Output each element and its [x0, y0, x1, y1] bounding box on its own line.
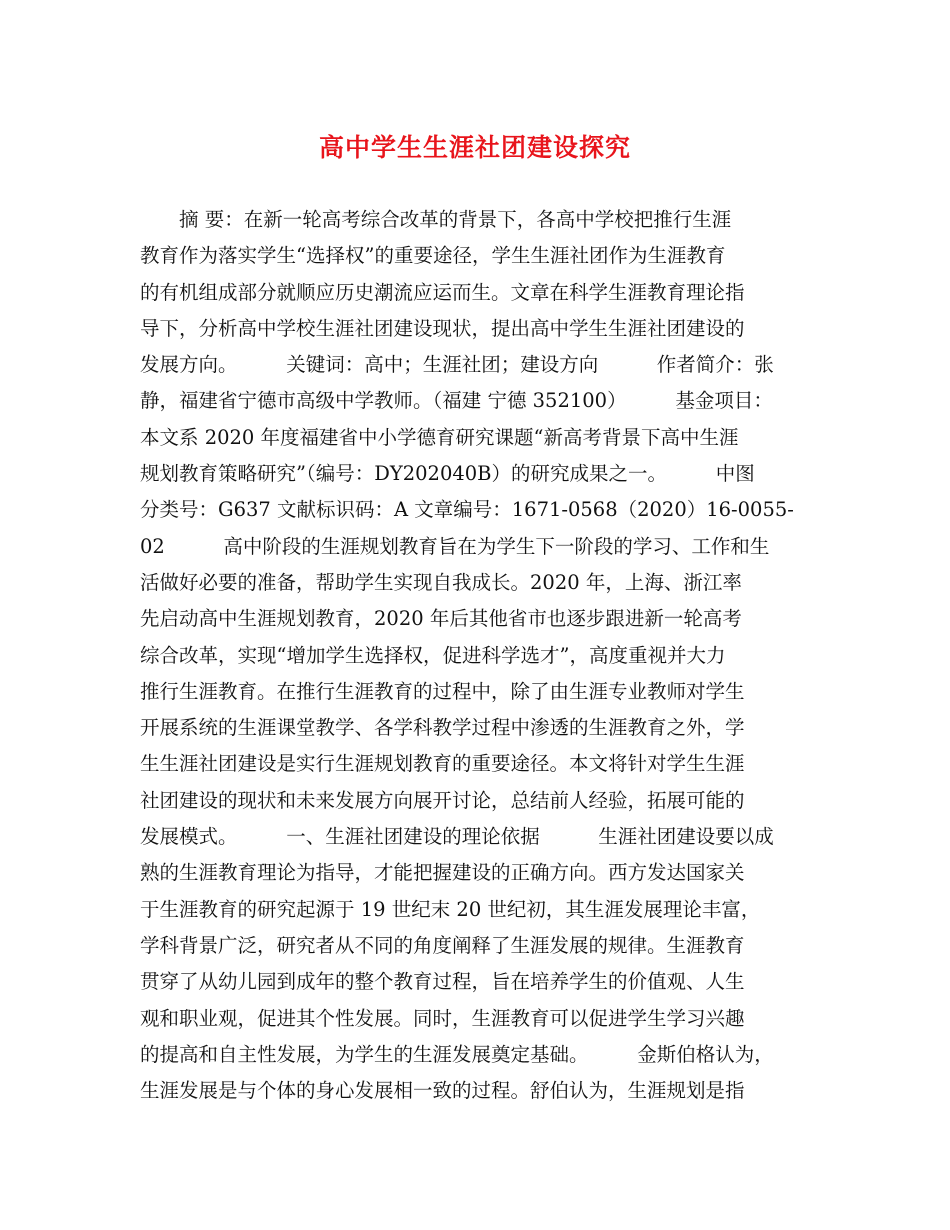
body-line: 观和职业观，促进其个性发展。同时，生涯教育可以促进学生学习兴趣 — [140, 1006, 745, 1030]
body-line: 规划教育策略研究”（编号：DY202040B）的研究成果之一。 中图 — [140, 462, 755, 486]
body-line: 先启动高中生涯规划教育，2020 年后其他省市也逐步跟进新一轮高考 — [140, 607, 742, 631]
body-line: 静，福建省宁德市高级中学教师。（福建 宁德 352100） 基金项目： — [140, 389, 773, 413]
body-line: 摘 要：在新一轮高考综合改革的背景下，各高中学校把推行生涯 — [140, 208, 732, 231]
body-line: 本文系 2020 年度福建省中小学德育研究课题“新高考背景下高中生涯 — [140, 425, 739, 449]
body-line: 开展系统的生涯课堂教学、各学科教学过程中渗透的生涯教育之外，学 — [140, 716, 745, 740]
body-line: 生生涯社团建设是实行生涯规划教育的重要途径。本文将针对学生生涯 — [140, 752, 745, 776]
body-line: 学科背景广泛，研究者从不同的角度阐释了生涯发展的规律。生涯教育 — [140, 933, 745, 957]
body-line: 熟的生涯教育理论为指导，才能把握建设的正确方向。西方发达国家关 — [140, 861, 745, 885]
body-line: 贯穿了从幼儿园到成年的整个教育过程，旨在培养学生的价值观、人生 — [140, 970, 745, 994]
body-line: 导下，分析高中学校生涯社团建设现状，提出高中学生生涯社团建设的 — [140, 316, 745, 340]
body-line: 的有机组成部分就顺应历史潮流应运而生。文章在科学生涯教育理论指 — [140, 280, 745, 304]
body-line: 发展方向。 关键词：高中；生涯社团；建设方向 作者简介：张 — [140, 353, 774, 377]
body-line: 发展模式。 一、生涯社团建设的理论依据 生涯社团建设要以成 — [140, 825, 774, 849]
body-line: 02 高中阶段的生涯规划教育旨在为学生下一阶段的学习、工作和生 — [140, 534, 770, 558]
body-line: 社团建设的现状和未来发展方向展开讨论，总结前人经验，拓展可能的 — [140, 788, 745, 812]
body-line: 生涯发展是与个体的身心发展相一致的过程。舒伯认为，生涯规划是指 — [140, 1079, 745, 1103]
document-title: 高中学生生涯社团建设探究 — [318, 133, 631, 162]
body-line: 分类号：G637 文献标识码：A 文章编号：1671-0568（2020）16-0055- — [140, 498, 794, 522]
body-line: 推行生涯教育。在推行生涯教育的过程中，除了由生涯专业教师对学生 — [140, 679, 745, 703]
body-line: 的提高和自主性发展，为学生的生涯发展奠定基础。 金斯伯格认为， — [140, 1042, 774, 1066]
body-line: 教育作为落实学生“选择权”的重要途径，学生生涯社团作为生涯教育 — [140, 244, 726, 268]
document-body — [140, 202, 830, 1109]
body-line: 于生涯教育的研究起源于 19 世纪末 20 世纪初，其生涯发展理论丰富， — [140, 897, 761, 921]
body-line: 活做好必要的准备，帮助学生实现自我成长。2020 年，上海、浙江率 — [140, 570, 742, 594]
body-line: 综合改革，实现“增加学生选择权，促进科学选才”，高度重视并大力 — [140, 643, 726, 667]
